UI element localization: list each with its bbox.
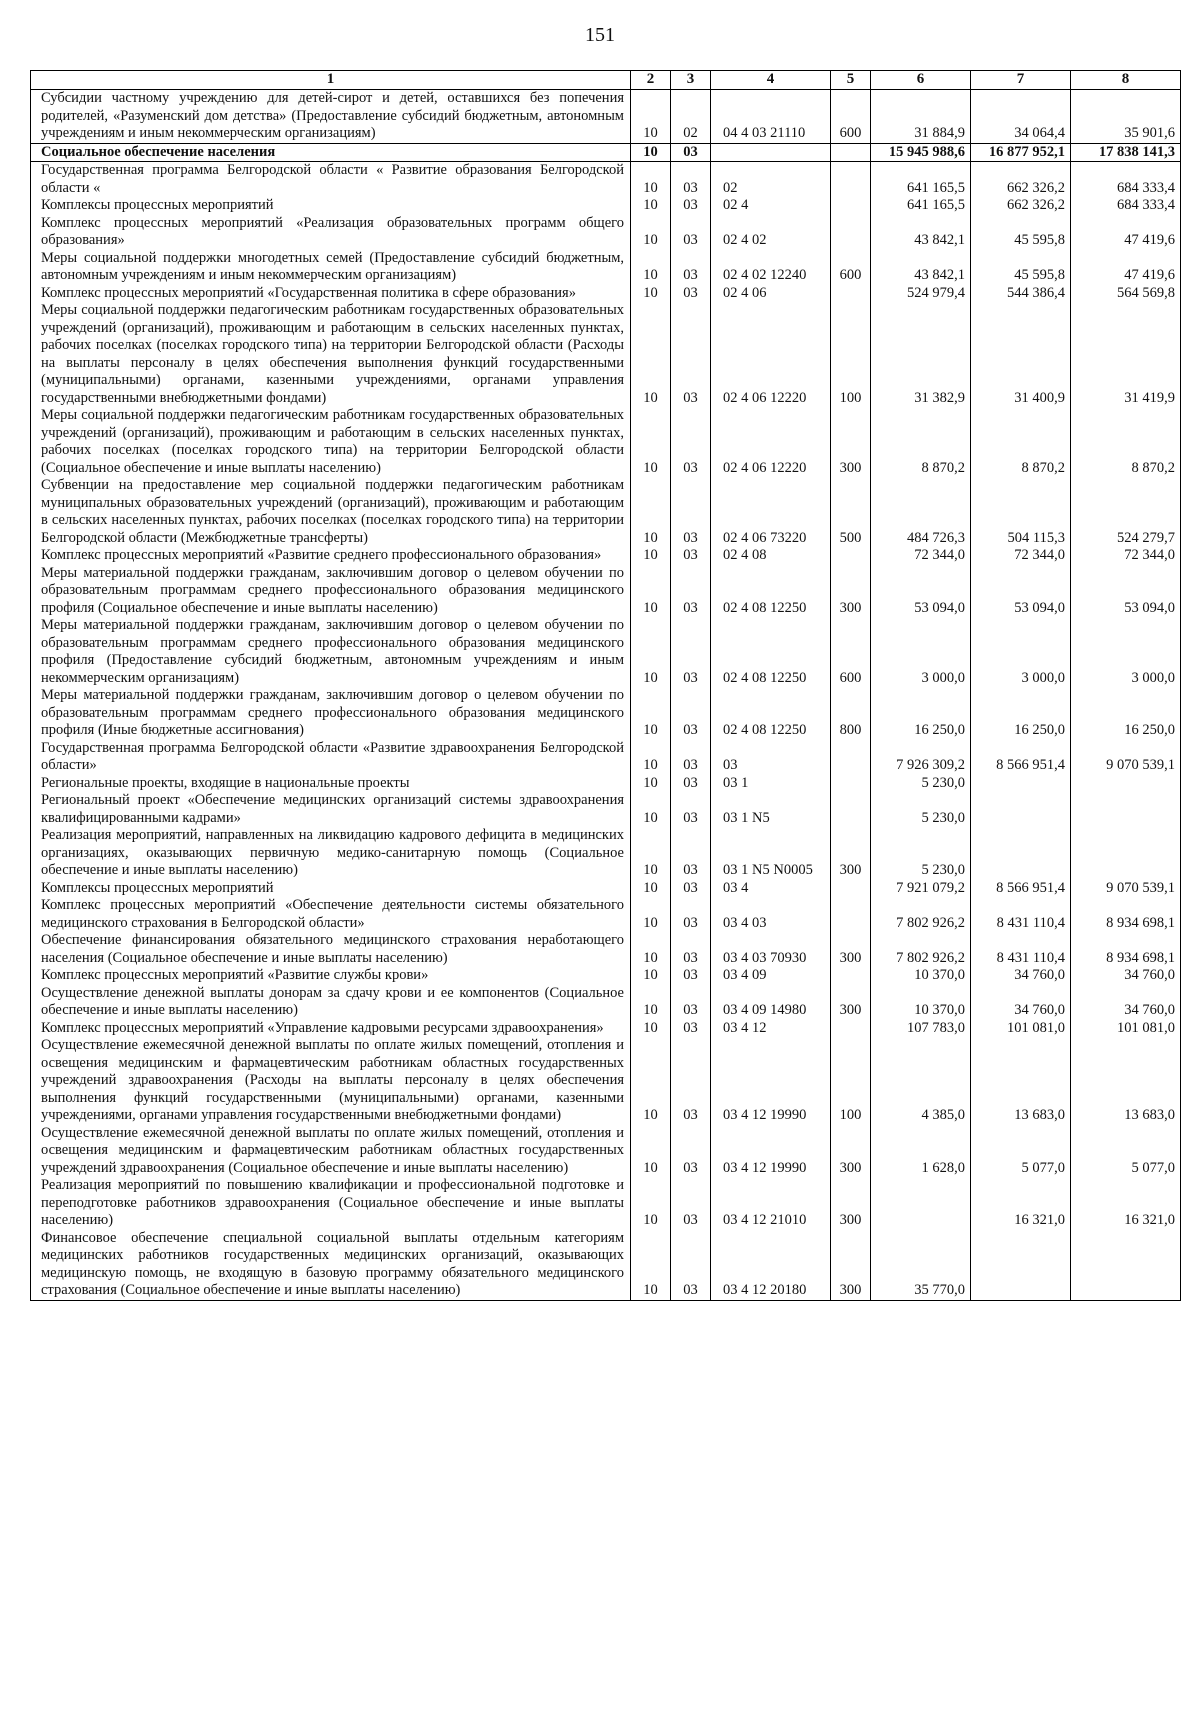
section-code: 10 [631, 162, 671, 198]
table-row [31, 1020, 1181, 1038]
row-name: Меры социальной поддержки педагогическим работникам государственных образовательных учреждений (организаций), проживающим и работающим в сельских населенных пунктах, рабочих поселках (поселках городского типа) на территории Белгородской области (Социальное обеспечение и иные выплаты населению) [31, 407, 631, 477]
amount-year-1: 1 628,0 [871, 1125, 971, 1178]
amount-year-3: 47 419,6 [1071, 250, 1181, 285]
amount-year-1: 5 230,0 [871, 775, 971, 793]
amount-year-1: 7 921 079,2 [871, 880, 971, 898]
section-code: 10 [631, 250, 671, 285]
amount-year-2: 34 760,0 [971, 985, 1071, 1020]
amount-year-3: 53 094,0 [1071, 565, 1181, 618]
subsection-code: 03 [671, 477, 711, 547]
table-row [31, 250, 1181, 285]
expense-type-code: 500 [831, 477, 871, 547]
section-code: 10 [631, 302, 671, 407]
row-name: Меры материальной поддержки гражданам, заключившим договор о целевом обучении по образовательным программам среднего профессионального образования медицинского профиля (Предоставление субсидий бюджетным, автономным учреждениям и иным некоммерческим организациям) [31, 617, 631, 687]
subsection-code: 03 [671, 302, 711, 407]
expense-type-code: 300 [831, 1230, 871, 1301]
expense-type-code: 800 [831, 687, 871, 740]
subsection-code: 03 [671, 143, 711, 162]
expense-type-code: 300 [831, 827, 871, 880]
table-row [31, 1177, 1181, 1230]
amount-year-3: 101 081,0 [1071, 1020, 1181, 1038]
table-row [31, 897, 1181, 932]
table-row [31, 687, 1181, 740]
subsection-code: 03 [671, 407, 711, 477]
row-name: Комплекс процессных мероприятий «Развитие среднего профессионального образования» [31, 547, 631, 565]
subsection-code: 03 [671, 250, 711, 285]
amount-year-2: 16 321,0 [971, 1177, 1071, 1230]
table-row [31, 1230, 1181, 1301]
amount-year-2: 45 595,8 [971, 250, 1071, 285]
subsection-code: 03 [671, 1037, 711, 1125]
subsection-code: 03 [671, 197, 711, 215]
section-code: 10 [631, 687, 671, 740]
amount-year-1: 31 884,9 [871, 90, 971, 144]
target-article-code: 03 4 09 14980 [711, 985, 831, 1020]
target-article-code: 02 4 02 [711, 215, 831, 250]
section-code: 10 [631, 215, 671, 250]
row-name: Региональный проект «Обеспечение медицинских организаций системы здравоохранения квалифицированными кадрами» [31, 792, 631, 827]
expense-type-code [831, 792, 871, 827]
subsection-code: 03 [671, 740, 711, 775]
row-name: Осуществление ежемесячной денежной выплаты по оплате жилых помещений, отопления и освещения медицинским и фармацевтическим работникам областных государственных учреждений здравоохранения (Расходы на выплаты персоналу в целях обеспечения выполнения функций государственными (муниципальными) органами, казенными учреждениями, органами управления государственными внебюджетными фондами) [31, 1037, 631, 1125]
section-code: 10 [631, 1037, 671, 1125]
table-row [31, 407, 1181, 477]
amount-year-3: 13 683,0 [1071, 1037, 1181, 1125]
section-code: 10 [631, 827, 671, 880]
target-article-code: 02 4 06 12220 [711, 302, 831, 407]
target-article-code: 03 4 [711, 880, 831, 898]
header-row [31, 71, 1181, 90]
amount-year-3: 35 901,6 [1071, 90, 1181, 144]
section-code: 10 [631, 1020, 671, 1038]
subsection-code: 03 [671, 897, 711, 932]
section-code: 10 [631, 740, 671, 775]
subsection-code: 03 [671, 985, 711, 1020]
amount-year-3: 9 070 539,1 [1071, 740, 1181, 775]
row-name: Осуществление ежемесячной денежной выплаты по оплате жилых помещений, отопления и освещения медицинским и фармацевтическим работникам областных государственных учреждений здравоохранения (Социальное обеспечение и иные выплаты населению) [31, 1125, 631, 1178]
row-name: Региональные проекты, входящие в национальные проекты [31, 775, 631, 793]
page-number: 151 [585, 24, 615, 46]
amount-year-2: 8 566 951,4 [971, 880, 1071, 898]
amount-year-3: 72 344,0 [1071, 547, 1181, 565]
section-code: 10 [631, 967, 671, 985]
section-code: 10 [631, 897, 671, 932]
table-row [31, 477, 1181, 547]
expense-type-code [831, 897, 871, 932]
section-code: 10 [631, 792, 671, 827]
amount-year-3: 9 070 539,1 [1071, 880, 1181, 898]
amount-year-2: 34 064,4 [971, 90, 1071, 144]
section-code: 10 [631, 285, 671, 303]
target-article-code: 03 4 03 70930 [711, 932, 831, 967]
target-article-code: 02 4 08 12250 [711, 687, 831, 740]
amount-year-3: 17 838 141,3 [1071, 143, 1181, 162]
subsection-code: 03 [671, 285, 711, 303]
expense-type-code [831, 285, 871, 303]
subsection-code: 03 [671, 1230, 711, 1301]
expense-type-code [831, 215, 871, 250]
amount-year-2: 45 595,8 [971, 215, 1071, 250]
amount-year-2: 8 431 110,4 [971, 897, 1071, 932]
target-article-code: 03 4 03 [711, 897, 831, 932]
amount-year-3: 16 321,0 [1071, 1177, 1181, 1230]
amount-year-1: 43 842,1 [871, 250, 971, 285]
expense-type-code [831, 1020, 871, 1038]
amount-year-1: 7 926 309,2 [871, 740, 971, 775]
row-name: Финансовое обеспечение специальной социальной выплаты отдельным категориям медицинских работников государственных медицинских организаций, оказывающих медицинскую помощь, не входящую в базовую программу обязательного медицинского страхования (Социальное обеспечение и иные выплаты населению) [31, 1230, 631, 1301]
amount-year-3: 34 760,0 [1071, 985, 1181, 1020]
row-name: Меры материальной поддержки гражданам, заключившим договор о целевом обучении по образовательным программам среднего профессионального образования медицинского профиля (Иные бюджетные ассигнования) [31, 687, 631, 740]
amount-year-2: 31 400,9 [971, 302, 1071, 407]
amount-year-1: 43 842,1 [871, 215, 971, 250]
target-article-code [711, 143, 831, 162]
amount-year-2 [971, 775, 1071, 793]
target-article-code: 02 4 08 12250 [711, 617, 831, 687]
subsection-code: 03 [671, 792, 711, 827]
budget-table [30, 70, 1181, 1301]
amount-year-2: 101 081,0 [971, 1020, 1071, 1038]
amount-year-3: 8 934 698,1 [1071, 897, 1181, 932]
amount-year-2: 504 115,3 [971, 477, 1071, 547]
table-row [31, 285, 1181, 303]
amount-year-1: 4 385,0 [871, 1037, 971, 1125]
amount-year-2: 8 870,2 [971, 407, 1071, 477]
table-row [31, 90, 1181, 144]
column-header: 2 [631, 71, 671, 90]
subsection-code: 03 [671, 775, 711, 793]
amount-year-3: 524 279,7 [1071, 477, 1181, 547]
expense-type-code: 600 [831, 250, 871, 285]
amount-year-1: 641 165,5 [871, 197, 971, 215]
target-article-code: 02 4 08 12250 [711, 565, 831, 618]
amount-year-3 [1071, 792, 1181, 827]
section-code: 10 [631, 1177, 671, 1230]
amount-year-1: 7 802 926,2 [871, 932, 971, 967]
expense-type-code [831, 775, 871, 793]
table-row [31, 880, 1181, 898]
expense-type-code: 600 [831, 90, 871, 144]
amount-year-3: 8 934 698,1 [1071, 932, 1181, 967]
row-name: Обеспечение финансирования обязательного медицинского страхования неработающего населения (Социальное обеспечение и иные выплаты населению) [31, 932, 631, 967]
amount-year-2: 662 326,2 [971, 197, 1071, 215]
section-code: 10 [631, 90, 671, 144]
amount-year-2 [971, 792, 1071, 827]
section-code: 10 [631, 775, 671, 793]
section-code: 10 [631, 477, 671, 547]
row-name: Комплексы процессных мероприятий [31, 880, 631, 898]
target-article-code: 02 4 06 [711, 285, 831, 303]
table-row [31, 740, 1181, 775]
row-name: Субсидии частному учреждению для детей-сирот и детей, оставшихся без попечения родителей, «Разуменский дом детства» (Предоставление субсидий бюджетным, автономным учреждениям и иным некоммерческим организациям) [31, 90, 631, 144]
target-article-code: 03 4 09 [711, 967, 831, 985]
amount-year-1: 484 726,3 [871, 477, 971, 547]
section-total-row [31, 143, 1181, 162]
expense-type-code [831, 547, 871, 565]
table-row [31, 1037, 1181, 1125]
table-row [31, 775, 1181, 793]
row-name: Комплекс процессных мероприятий «Реализация образовательных программ общего образования» [31, 215, 631, 250]
amount-year-3: 34 760,0 [1071, 967, 1181, 985]
amount-year-2: 8 566 951,4 [971, 740, 1071, 775]
amount-year-1: 35 770,0 [871, 1230, 971, 1301]
table-row [31, 617, 1181, 687]
amount-year-3 [1071, 775, 1181, 793]
table-body [31, 90, 1181, 1301]
section-code: 10 [631, 1230, 671, 1301]
table-row [31, 827, 1181, 880]
section-code: 10 [631, 932, 671, 967]
amount-year-3: 5 077,0 [1071, 1125, 1181, 1178]
amount-year-1: 10 370,0 [871, 985, 971, 1020]
section-code: 10 [631, 407, 671, 477]
amount-year-1: 8 870,2 [871, 407, 971, 477]
subsection-code: 03 [671, 1020, 711, 1038]
expense-type-code [831, 880, 871, 898]
target-article-code: 03 4 12 [711, 1020, 831, 1038]
target-article-code: 03 [711, 740, 831, 775]
amount-year-3: 684 333,4 [1071, 162, 1181, 198]
amount-year-3: 16 250,0 [1071, 687, 1181, 740]
expense-type-code: 100 [831, 1037, 871, 1125]
amount-year-1: 5 230,0 [871, 792, 971, 827]
amount-year-2: 544 386,4 [971, 285, 1071, 303]
expense-type-code: 300 [831, 1125, 871, 1178]
column-header: 7 [971, 71, 1071, 90]
row-name: Реализация мероприятий по повышению квалификации и профессиональной подготовке и переподготовке работников здравоохранения (Социальное обеспечение и иные выплаты населению) [31, 1177, 631, 1230]
amount-year-1: 16 250,0 [871, 687, 971, 740]
subsection-code: 03 [671, 215, 711, 250]
table-row [31, 565, 1181, 618]
expense-type-code: 100 [831, 302, 871, 407]
row-name: Государственная программа Белгородской области « Развитие образования Белгородской области « [31, 162, 631, 198]
subsection-code: 03 [671, 932, 711, 967]
amount-year-3: 31 419,9 [1071, 302, 1181, 407]
amount-year-1: 31 382,9 [871, 302, 971, 407]
amount-year-1: 5 230,0 [871, 827, 971, 880]
subsection-code: 03 [671, 880, 711, 898]
amount-year-2: 662 326,2 [971, 162, 1071, 198]
amount-year-1: 107 783,0 [871, 1020, 971, 1038]
row-name: Комплекс процессных мероприятий «Развитие службы крови» [31, 967, 631, 985]
amount-year-2: 8 431 110,4 [971, 932, 1071, 967]
target-article-code: 03 1 N5 [711, 792, 831, 827]
table-row [31, 197, 1181, 215]
row-name: Комплекс процессных мероприятий «Обеспечение деятельности системы обязательного медицинского страхования в Белгородской области» [31, 897, 631, 932]
subsection-code: 03 [671, 1177, 711, 1230]
amount-year-1: 10 370,0 [871, 967, 971, 985]
target-article-code: 03 1 N5 N0005 [711, 827, 831, 880]
subsection-code: 03 [671, 617, 711, 687]
table-row [31, 932, 1181, 967]
amount-year-2: 3 000,0 [971, 617, 1071, 687]
column-header: 4 [711, 71, 831, 90]
amount-year-3: 684 333,4 [1071, 197, 1181, 215]
row-name: Осуществление денежной выплаты донорам за сдачу крови и ее компонентов (Социальное обеспечение и иные выплаты населению) [31, 985, 631, 1020]
table-row [31, 302, 1181, 407]
subsection-code: 03 [671, 565, 711, 618]
amount-year-1 [871, 1177, 971, 1230]
budget-table-container [30, 70, 1180, 1301]
column-header: 8 [1071, 71, 1181, 90]
amount-year-1: 641 165,5 [871, 162, 971, 198]
subsection-code: 03 [671, 687, 711, 740]
subsection-code: 03 [671, 1125, 711, 1178]
amount-year-2: 34 760,0 [971, 967, 1071, 985]
expense-type-code [831, 740, 871, 775]
subsection-code: 03 [671, 827, 711, 880]
table-row [31, 967, 1181, 985]
column-header: 1 [31, 71, 631, 90]
subsection-code: 03 [671, 967, 711, 985]
table-row [31, 1125, 1181, 1178]
amount-year-1: 3 000,0 [871, 617, 971, 687]
amount-year-1: 7 802 926,2 [871, 897, 971, 932]
target-article-code: 02 4 06 73220 [711, 477, 831, 547]
column-header: 3 [671, 71, 711, 90]
row-name: Государственная программа Белгородской области «Развитие здравоохранения Белгородской области» [31, 740, 631, 775]
row-name: Меры социальной поддержки педагогическим работникам государственных образовательных учреждений (организаций), проживающим и работающим в сельских населенных пунктах, рабочих поселках (поселках городского типа) на территории Белгородской области (Расходы на выплаты персоналу в целях обеспечения выполнения функций государственными (муниципальными) органами, казенными учреждениями, органами управления государственными внебюджетными фондами) [31, 302, 631, 407]
amount-year-2 [971, 827, 1071, 880]
row-name: Субвенции на предоставление мер социальной поддержки педагогическим работникам муниципальных образовательных учреждений (организаций), проживающим и работающим в сельских населенных пунктах, рабочих поселках (поселках городского типа) на территории Белгородской области (Межбюджетные трансферты) [31, 477, 631, 547]
amount-year-3 [1071, 1230, 1181, 1301]
table-row [31, 985, 1181, 1020]
table-row [31, 215, 1181, 250]
target-article-code: 03 1 [711, 775, 831, 793]
amount-year-3: 3 000,0 [1071, 617, 1181, 687]
amount-year-1: 15 945 988,6 [871, 143, 971, 162]
amount-year-2: 53 094,0 [971, 565, 1071, 618]
target-article-code: 02 4 08 [711, 547, 831, 565]
section-code: 10 [631, 565, 671, 618]
section-code: 10 [631, 985, 671, 1020]
amount-year-2: 5 077,0 [971, 1125, 1071, 1178]
amount-year-1: 524 979,4 [871, 285, 971, 303]
expense-type-code [831, 197, 871, 215]
amount-year-1: 72 344,0 [871, 547, 971, 565]
expense-type-code [831, 967, 871, 985]
expense-type-code: 600 [831, 617, 871, 687]
expense-type-code: 300 [831, 407, 871, 477]
table-row [31, 792, 1181, 827]
section-code: 10 [631, 617, 671, 687]
expense-type-code: 300 [831, 1177, 871, 1230]
expense-type-code [831, 143, 871, 162]
subsection-code: 03 [671, 162, 711, 198]
target-article-code: 02 4 06 12220 [711, 407, 831, 477]
amount-year-2: 16 250,0 [971, 687, 1071, 740]
target-article-code: 02 4 [711, 197, 831, 215]
target-article-code: 02 4 02 12240 [711, 250, 831, 285]
subsection-code: 02 [671, 90, 711, 144]
row-name: Социальное обеспечение населения [31, 143, 631, 162]
amount-year-3 [1071, 827, 1181, 880]
expense-type-code [831, 162, 871, 198]
target-article-code: 02 [711, 162, 831, 198]
expense-type-code: 300 [831, 932, 871, 967]
column-header: 5 [831, 71, 871, 90]
amount-year-3: 47 419,6 [1071, 215, 1181, 250]
section-code: 10 [631, 1125, 671, 1178]
row-name: Комплексы процессных мероприятий [31, 197, 631, 215]
expense-type-code: 300 [831, 985, 871, 1020]
subsection-code: 03 [671, 547, 711, 565]
table-row [31, 547, 1181, 565]
row-name: Меры социальной поддержки многодетных семей (Предоставление субсидий бюджетным, автономным учреждениям и иным некоммерческим организациям) [31, 250, 631, 285]
row-name: Комплекс процессных мероприятий «Государственная политика в сфере образования» [31, 285, 631, 303]
amount-year-1: 53 094,0 [871, 565, 971, 618]
section-code: 10 [631, 547, 671, 565]
column-header: 6 [871, 71, 971, 90]
amount-year-3: 564 569,8 [1071, 285, 1181, 303]
amount-year-2: 13 683,0 [971, 1037, 1071, 1125]
amount-year-3: 8 870,2 [1071, 407, 1181, 477]
row-name: Реализация мероприятий, направленных на ликвидацию кадрового дефицита в медицинских организациях, оказывающих первичную медико-санитарную помощь (Социальное обеспечение и иные выплаты населению) [31, 827, 631, 880]
section-code: 10 [631, 197, 671, 215]
section-code: 10 [631, 143, 671, 162]
amount-year-2: 16 877 952,1 [971, 143, 1071, 162]
target-article-code: 03 4 12 21010 [711, 1177, 831, 1230]
amount-year-2: 72 344,0 [971, 547, 1071, 565]
amount-year-2 [971, 1230, 1071, 1301]
row-name: Комплекс процессных мероприятий «Управление кадровыми ресурсами здравоохранения» [31, 1020, 631, 1038]
target-article-code: 03 4 12 19990 [711, 1125, 831, 1178]
section-code: 10 [631, 880, 671, 898]
table-row [31, 162, 1181, 198]
row-name: Меры материальной поддержки гражданам, заключившим договор о целевом обучении по образовательным программам среднего профессионального образования медицинского профиля (Социальное обеспечение и иные выплаты населению) [31, 565, 631, 618]
expense-type-code: 300 [831, 565, 871, 618]
target-article-code: 03 4 12 20180 [711, 1230, 831, 1301]
target-article-code: 03 4 12 19990 [711, 1037, 831, 1125]
target-article-code: 04 4 03 21110 [711, 90, 831, 144]
